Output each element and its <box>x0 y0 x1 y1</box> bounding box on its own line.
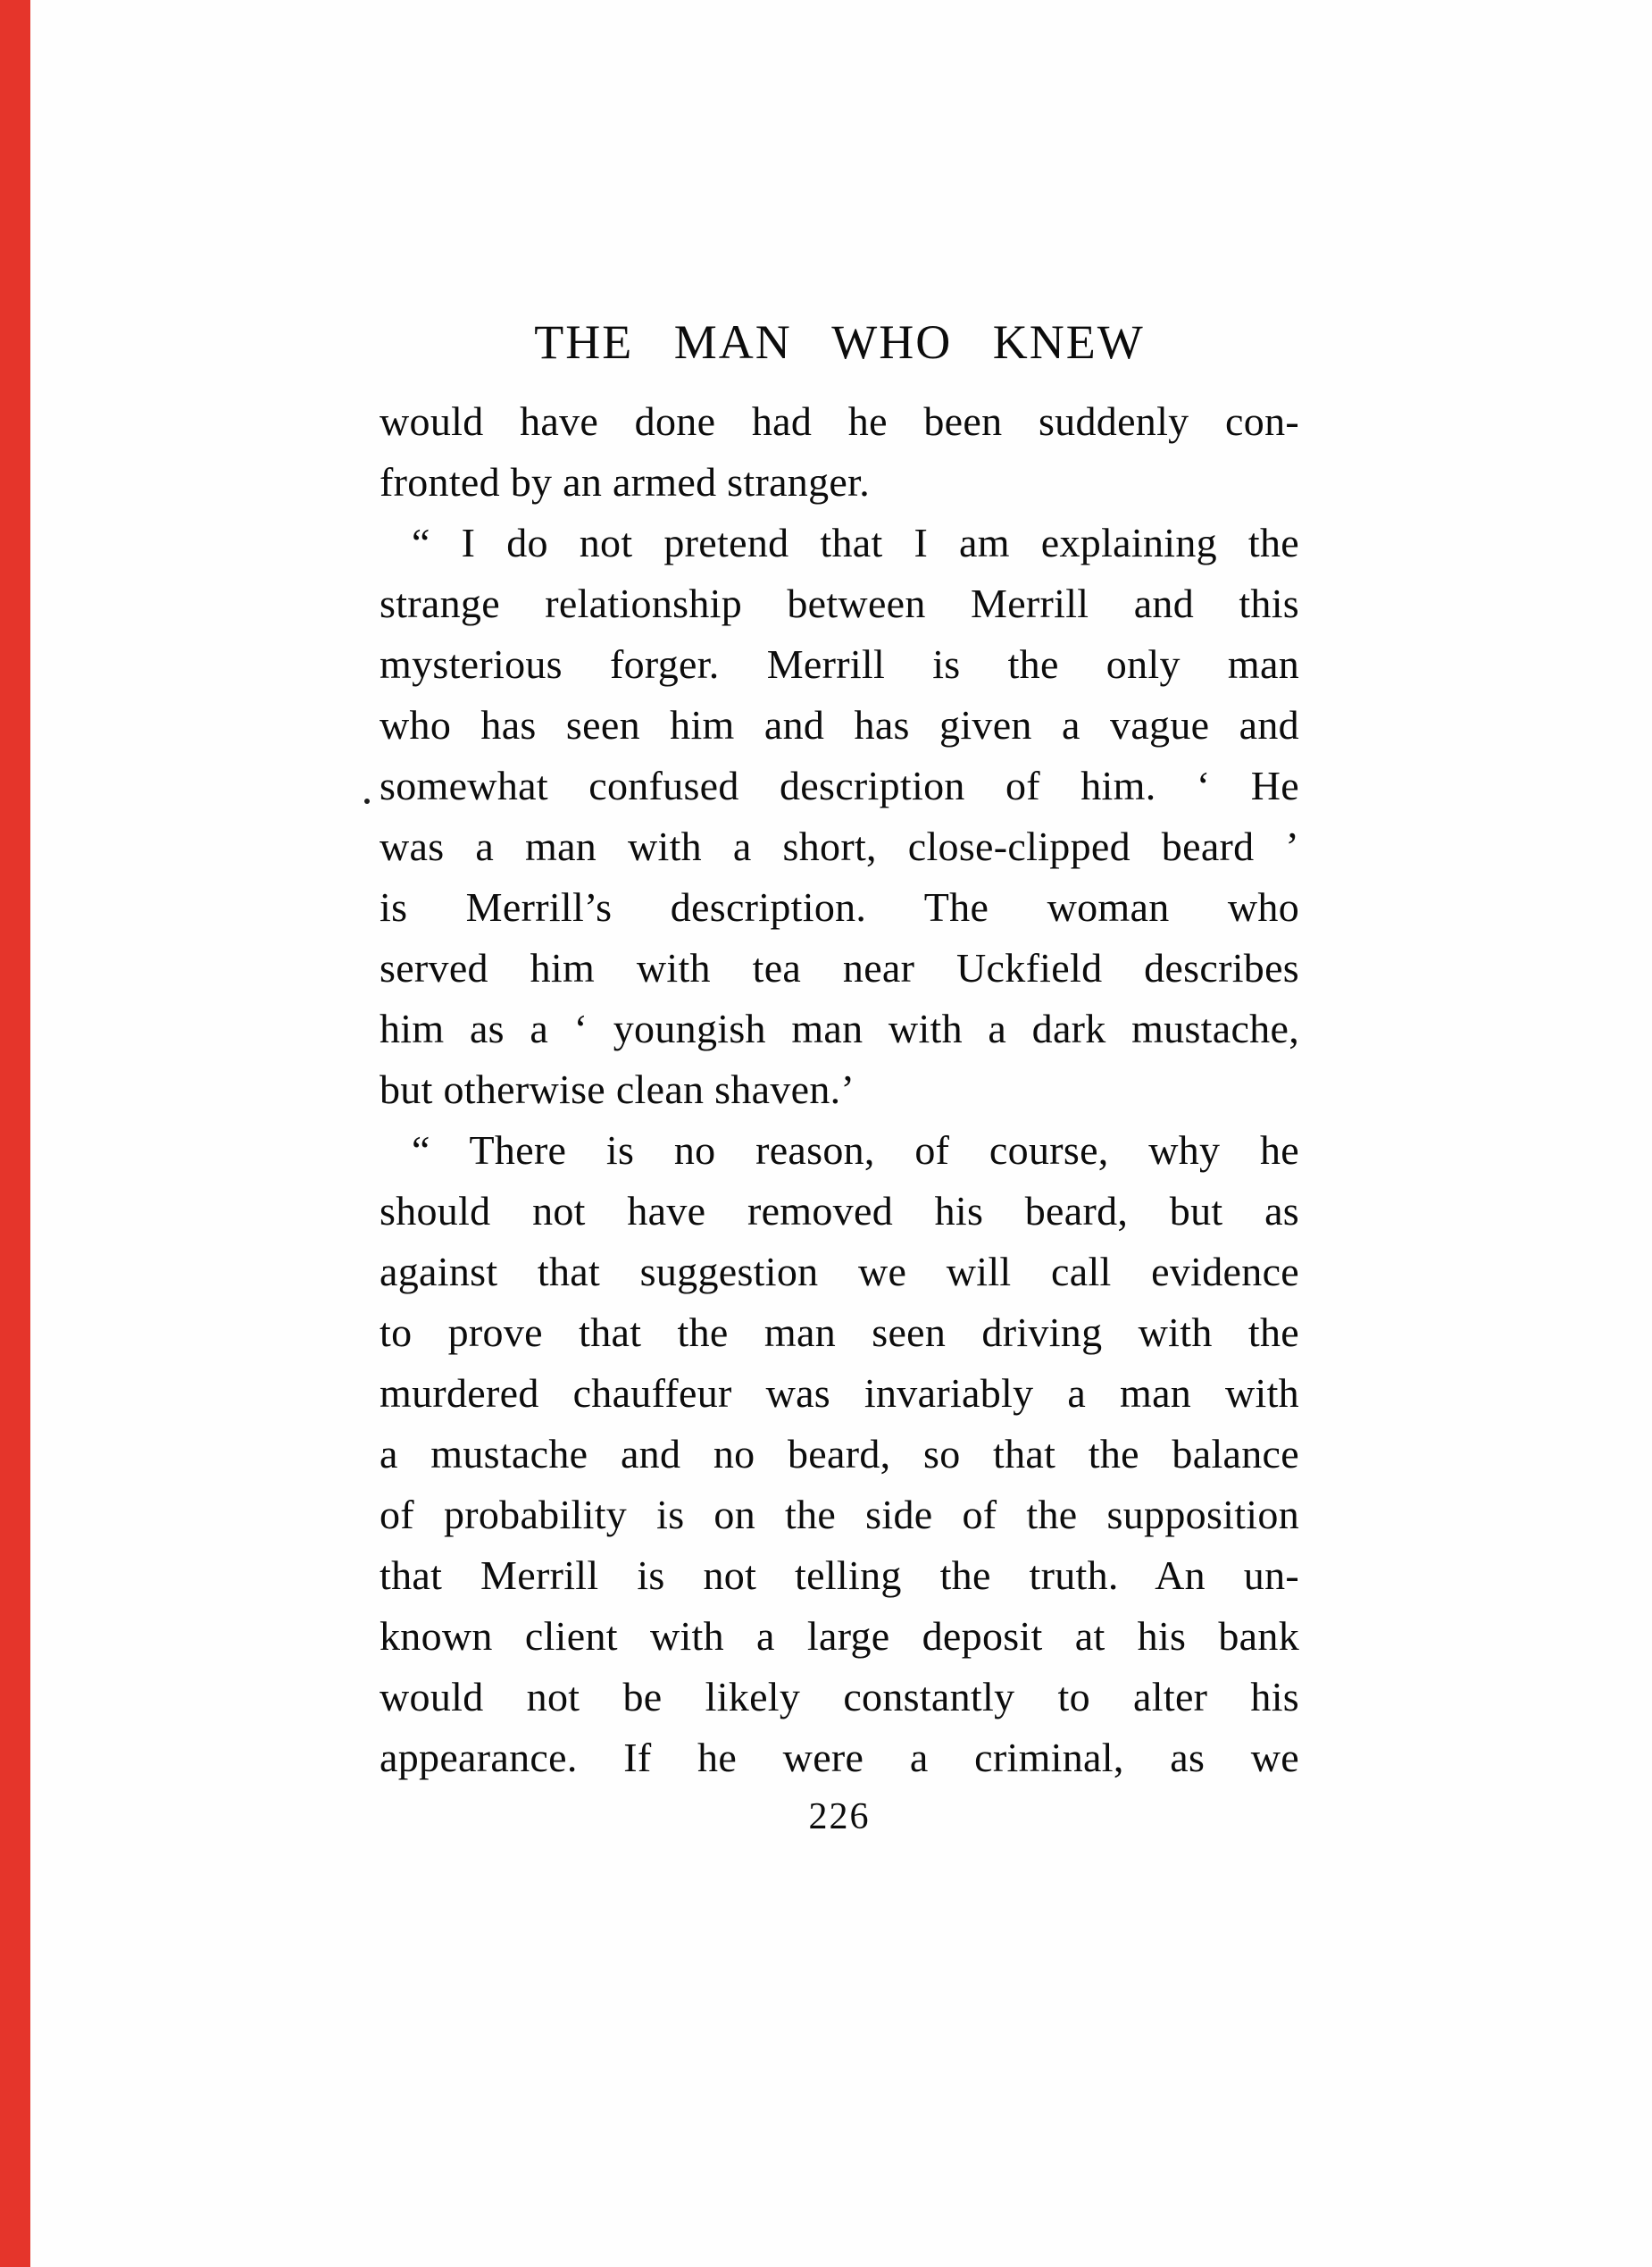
paragraph <box>380 513 1299 1120</box>
text-line: mysterious forger. Merrill is the only man <box>380 641 1299 687</box>
text-line: would not be likely constantly to alter his <box>380 1674 1299 1719</box>
paragraph <box>380 391 1299 513</box>
text-line: was a man with a short, close-clipped beard ’ <box>380 824 1299 869</box>
text-line: but otherwise clean shaven.’ <box>380 1067 855 1112</box>
ink-speck <box>364 799 370 804</box>
text-line: known client with a large deposit at his bank <box>380 1613 1299 1659</box>
running-head-title: THE MAN WHO KNEW <box>534 315 1145 369</box>
page-number: 226 <box>808 1796 871 1837</box>
text-line: murdered chauffeur was invariably a man with <box>380 1370 1299 1416</box>
text-line: strange relationship between Merrill and this <box>380 581 1299 626</box>
text-line: would have done had he been suddenly con- <box>380 398 1299 444</box>
text-line: is Merrill’s description. The woman who <box>380 884 1299 930</box>
text-line: served him with tea near Uckfield describes <box>380 945 1299 991</box>
scan-edge-strip <box>0 0 30 2267</box>
text-line: to prove that the man seen driving with the <box>380 1309 1299 1355</box>
text-line: against that suggestion we will call evidence <box>380 1249 1299 1294</box>
text-line: should not have removed his beard, but as <box>380 1188 1299 1234</box>
text-line: somewhat confused description of him. ‘ He <box>380 763 1299 808</box>
text-line: him as a ‘ youngish man with a dark mustache, <box>380 1006 1299 1051</box>
text-line: “ I do not pretend that I am explaining the <box>412 520 1299 565</box>
text-line: who has seen him and has given a vague and <box>380 702 1299 748</box>
text-column <box>380 314 1299 1844</box>
text-line: of probability is on the side of the supposition <box>380 1492 1299 1537</box>
text-line: appearance. If he were a criminal, as we <box>380 1735 1299 1780</box>
body-text <box>380 391 1299 1788</box>
text-line: “ There is no reason, of course, why he <box>412 1127 1299 1173</box>
text-line: fronted by an armed stranger. <box>380 459 870 505</box>
paragraph <box>380 1120 1299 1788</box>
text-line: that Merrill is not telling the truth. An un- <box>380 1552 1299 1598</box>
text-line: a mustache and no beard, so that the balance <box>380 1431 1299 1476</box>
